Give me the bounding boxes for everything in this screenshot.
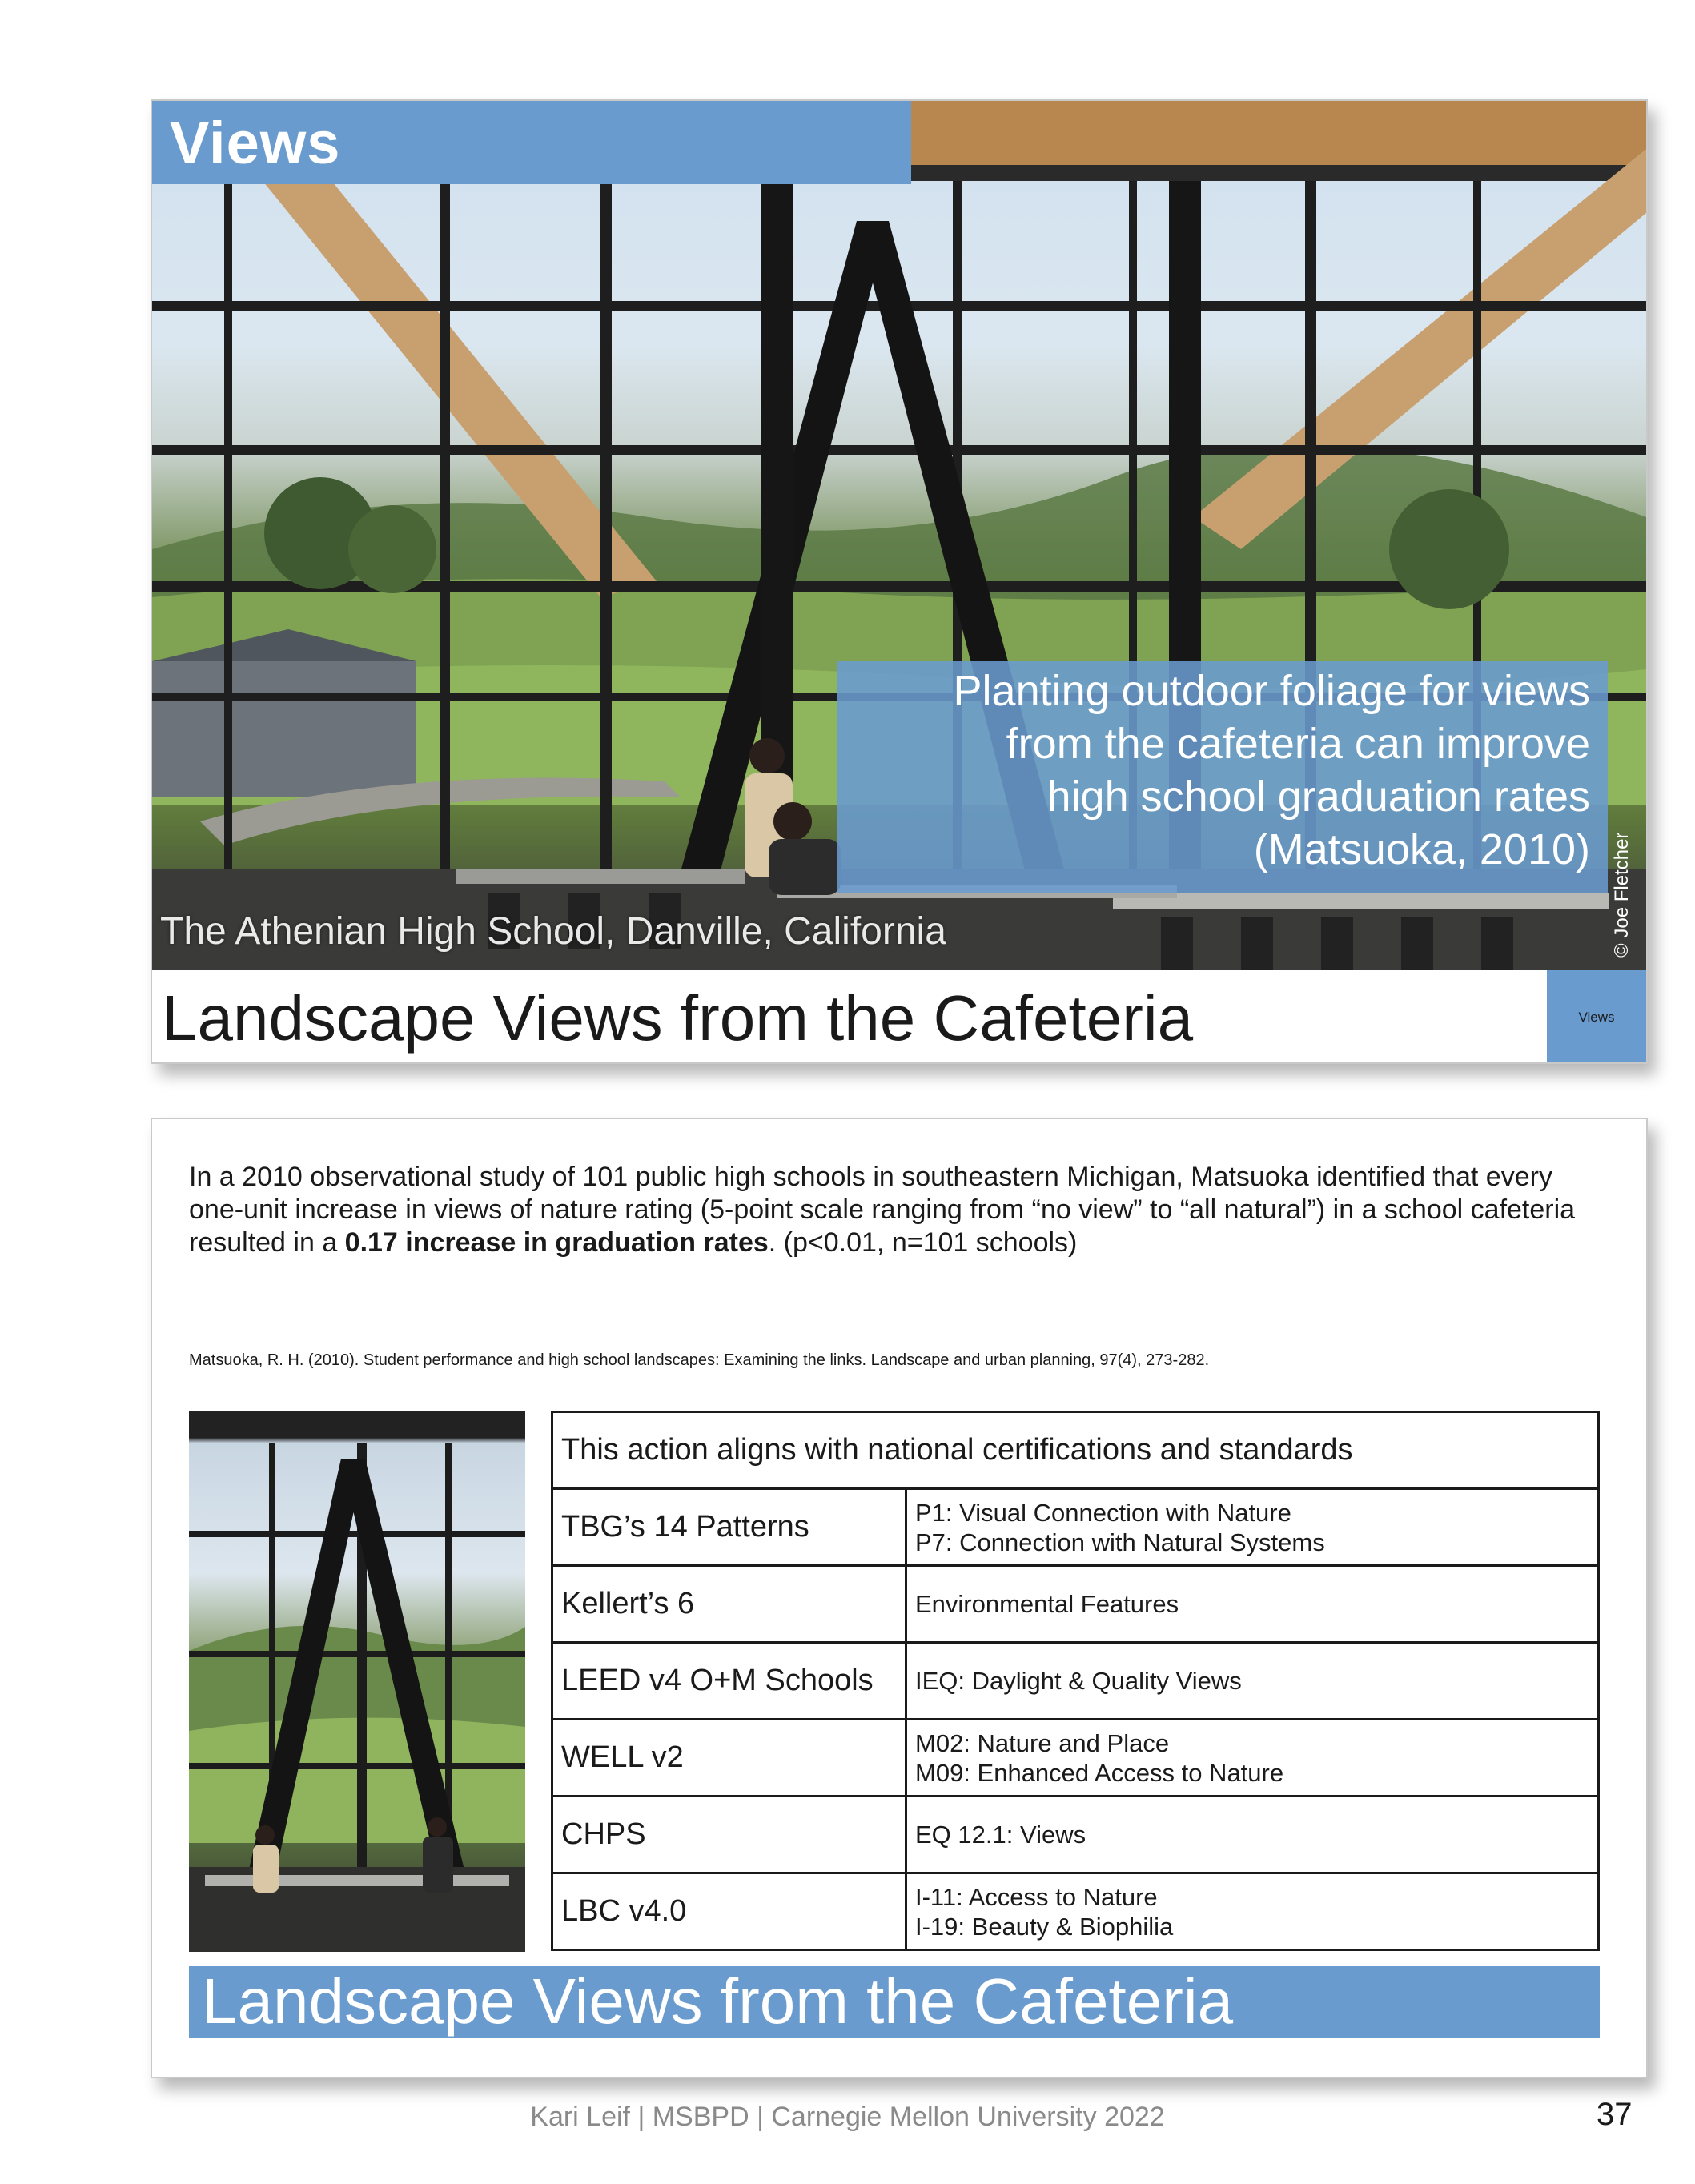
quote-line: high school graduation rates	[1046, 773, 1590, 821]
certification-table	[551, 1411, 1600, 1951]
standard-items	[906, 1720, 1599, 1797]
standard-item: I-11: Access to Nature	[915, 1882, 1158, 1911]
views-side-tab	[1547, 970, 1646, 1064]
quote-line: Planting outdoor foliage for views	[953, 667, 1590, 715]
cafeteria-thumbnail	[189, 1411, 525, 1952]
views-tag-label: Views	[170, 110, 341, 176]
standard-item: I-19: Beauty & Biophilia	[915, 1912, 1174, 1941]
standard-name: WELL v2	[552, 1720, 906, 1797]
quote-line: (Matsuoka, 2010)	[1253, 825, 1590, 873]
views-side-label: Views	[1578, 1010, 1615, 1025]
slide-study-summary	[151, 1118, 1648, 2078]
standard-items	[906, 1643, 1599, 1720]
cafeteria-photo	[152, 101, 1646, 970]
study-summary	[189, 1161, 1614, 1259]
standard-name: LBC v4.0	[552, 1873, 906, 1950]
summary-text: In a 2010 observational study of 101 public high schools in southeastern Michigan, Matsuoka identified that every one-unit increase in views of nature rating (5-point scale ranging from “no view” to “all natural”) in a school cafeteria resulted in a	[189, 1162, 1576, 1258]
table-row	[552, 1489, 1599, 1566]
views-tag	[152, 101, 911, 184]
slide-landscape-views	[151, 99, 1648, 1064]
standard-item: IEQ: Daylight & Quality Views	[915, 1667, 1242, 1695]
table-row	[552, 1797, 1599, 1873]
table-row	[552, 1643, 1599, 1720]
slide-banner-title: Landscape Views from the Cafeteria	[202, 1965, 1234, 2037]
page-number: 37	[1597, 2097, 1633, 2132]
standard-items	[906, 1566, 1599, 1643]
cafeteria-thumbnail-illustration	[189, 1411, 525, 1952]
slide-banner	[189, 1966, 1600, 2038]
table-row	[552, 1873, 1599, 1950]
standard-item: Environmental Features	[915, 1590, 1179, 1618]
standard-item: M02: Nature and Place	[915, 1728, 1170, 1757]
school-caption: The Athenian High School, Danville, California	[160, 910, 946, 953]
standard-item: M09: Enhanced Access to Nature	[915, 1758, 1284, 1787]
citation: Matsuoka, R. H. (2010). Student performance and high school landscapes: Examining the links. Landscape and urban planning, 97(4), 273-282.	[189, 1351, 1210, 1369]
page-footer: Kari Leif | MSBPD | Carnegie Mellon University 2022	[530, 2102, 1165, 2132]
slide-title: Landscape Views from the Cafeteria	[162, 982, 1194, 1054]
standard-name: Kellert’s 6	[552, 1566, 906, 1643]
summary-highlight: 0.17 increase in graduation rates	[344, 1227, 769, 1258]
standard-items	[906, 1797, 1599, 1873]
summary-text-end: . (p<0.01, n=101 schools)	[768, 1227, 1078, 1258]
standard-name: CHPS	[552, 1797, 906, 1873]
table-row	[552, 1566, 1599, 1643]
table-row	[552, 1720, 1599, 1797]
standard-items	[906, 1489, 1599, 1566]
standard-items	[906, 1873, 1599, 1950]
standard-name: TBG’s 14 Patterns	[552, 1489, 906, 1566]
standard-item: P7: Connection with Natural Systems	[915, 1528, 1325, 1556]
quote-box	[837, 661, 1608, 893]
standard-name: LEED v4 O+M Schools	[552, 1643, 906, 1720]
standard-item: P1: Visual Connection with Nature	[915, 1498, 1291, 1527]
photo-credit: © Joe Fletcher	[1611, 832, 1633, 958]
certification-table-header: This action aligns with national certifications and standards	[552, 1412, 1599, 1489]
quote-line: from the cafeteria can improve	[1006, 720, 1590, 768]
standard-item: EQ 12.1: Views	[915, 1821, 1086, 1849]
